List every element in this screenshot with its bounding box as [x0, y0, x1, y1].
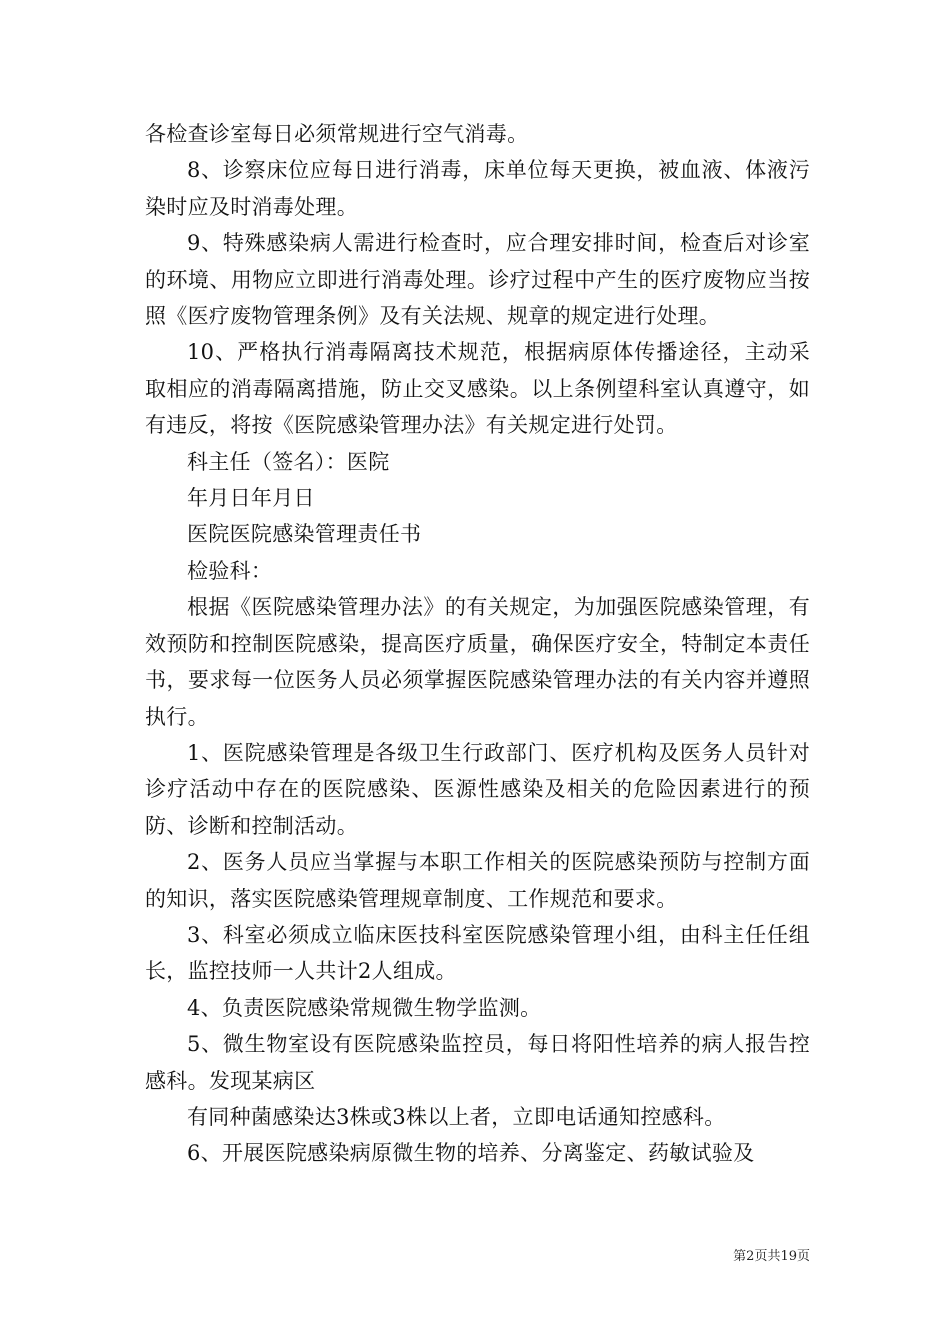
paragraph: 科主任（签名）：医院 — [187, 449, 390, 474]
paragraph: 1、医院感染管理是各级卫生行政部门、医疗机构及医务人员针对诊疗活动中存在的医院感染、医源性感染及相关的危险因素进行的预防、诊断和控制活动。 — [145, 740, 810, 838]
paragraph: 9、特殊感染病人需进行检查时，应合理安排时间，检查后对诊室的环境、用物应立即进行消毒处理。诊疗过程中产生的医疗废物应当按照《医疗废物管理条例》及有关法规、规章的规定进行处理。 — [145, 231, 810, 329]
paragraph: 检验科： — [187, 558, 273, 583]
paragraph: 医院医院感染管理责任书 — [187, 522, 422, 547]
paragraph: 6、开展医院感染病原微生物的培养、分离鉴定、药敏试验及 — [187, 1141, 755, 1166]
paragraph: 根据《医院感染管理办法》的有关规定，为加强医院感染管理，有效预防和控制医院感染，提高医疗质量，确保医疗安全，特制定本责任书，要求每一位医务人员必须掌握医院感染管理办法的有关内容并遵照执行。 — [145, 595, 810, 729]
paragraph: 3、科室必须成立临床医技科室医院感染管理小组，由科主任任组长，监控技师一人共计2人组成。 — [145, 922, 810, 984]
page-number-footer: 第2页共19页 — [733, 1249, 810, 1264]
paragraph: 各检查诊室每日必须常规进行空气消毒。 — [145, 122, 529, 146]
paragraph: 年月日年月日 — [187, 486, 315, 511]
paragraph: 2、医务人员应当掌握与本职工作相关的医院感染预防与控制方面的知识，落实医院感染管理规章制度、工作规范和要求。 — [145, 850, 810, 911]
document-body — [145, 116, 810, 1172]
paragraph: 10、严格执行消毒隔离技术规范，根据病原体传播途径，主动采取相应的消毒隔离措施，防止交叉感染。以上条例望科室认真遵守，如有违反，将按《医院感染管理办法》有关规定进行处罚。 — [145, 340, 810, 438]
paragraph: 有同种菌感染达3株或3株以上者，立即电话通知控感科。 — [187, 1104, 726, 1129]
paragraph: 8、诊察床位应每日进行消毒，床单位每天更换，被血液、体液污染时应及时消毒处理。 — [145, 158, 810, 219]
paragraph: 5、微生物室设有医院感染监控员，每日将阳性培养的病人报告控感科。发现某病区 — [145, 1032, 810, 1093]
paragraph: 4、负责医院感染常规微生物学监测。 — [187, 995, 542, 1020]
